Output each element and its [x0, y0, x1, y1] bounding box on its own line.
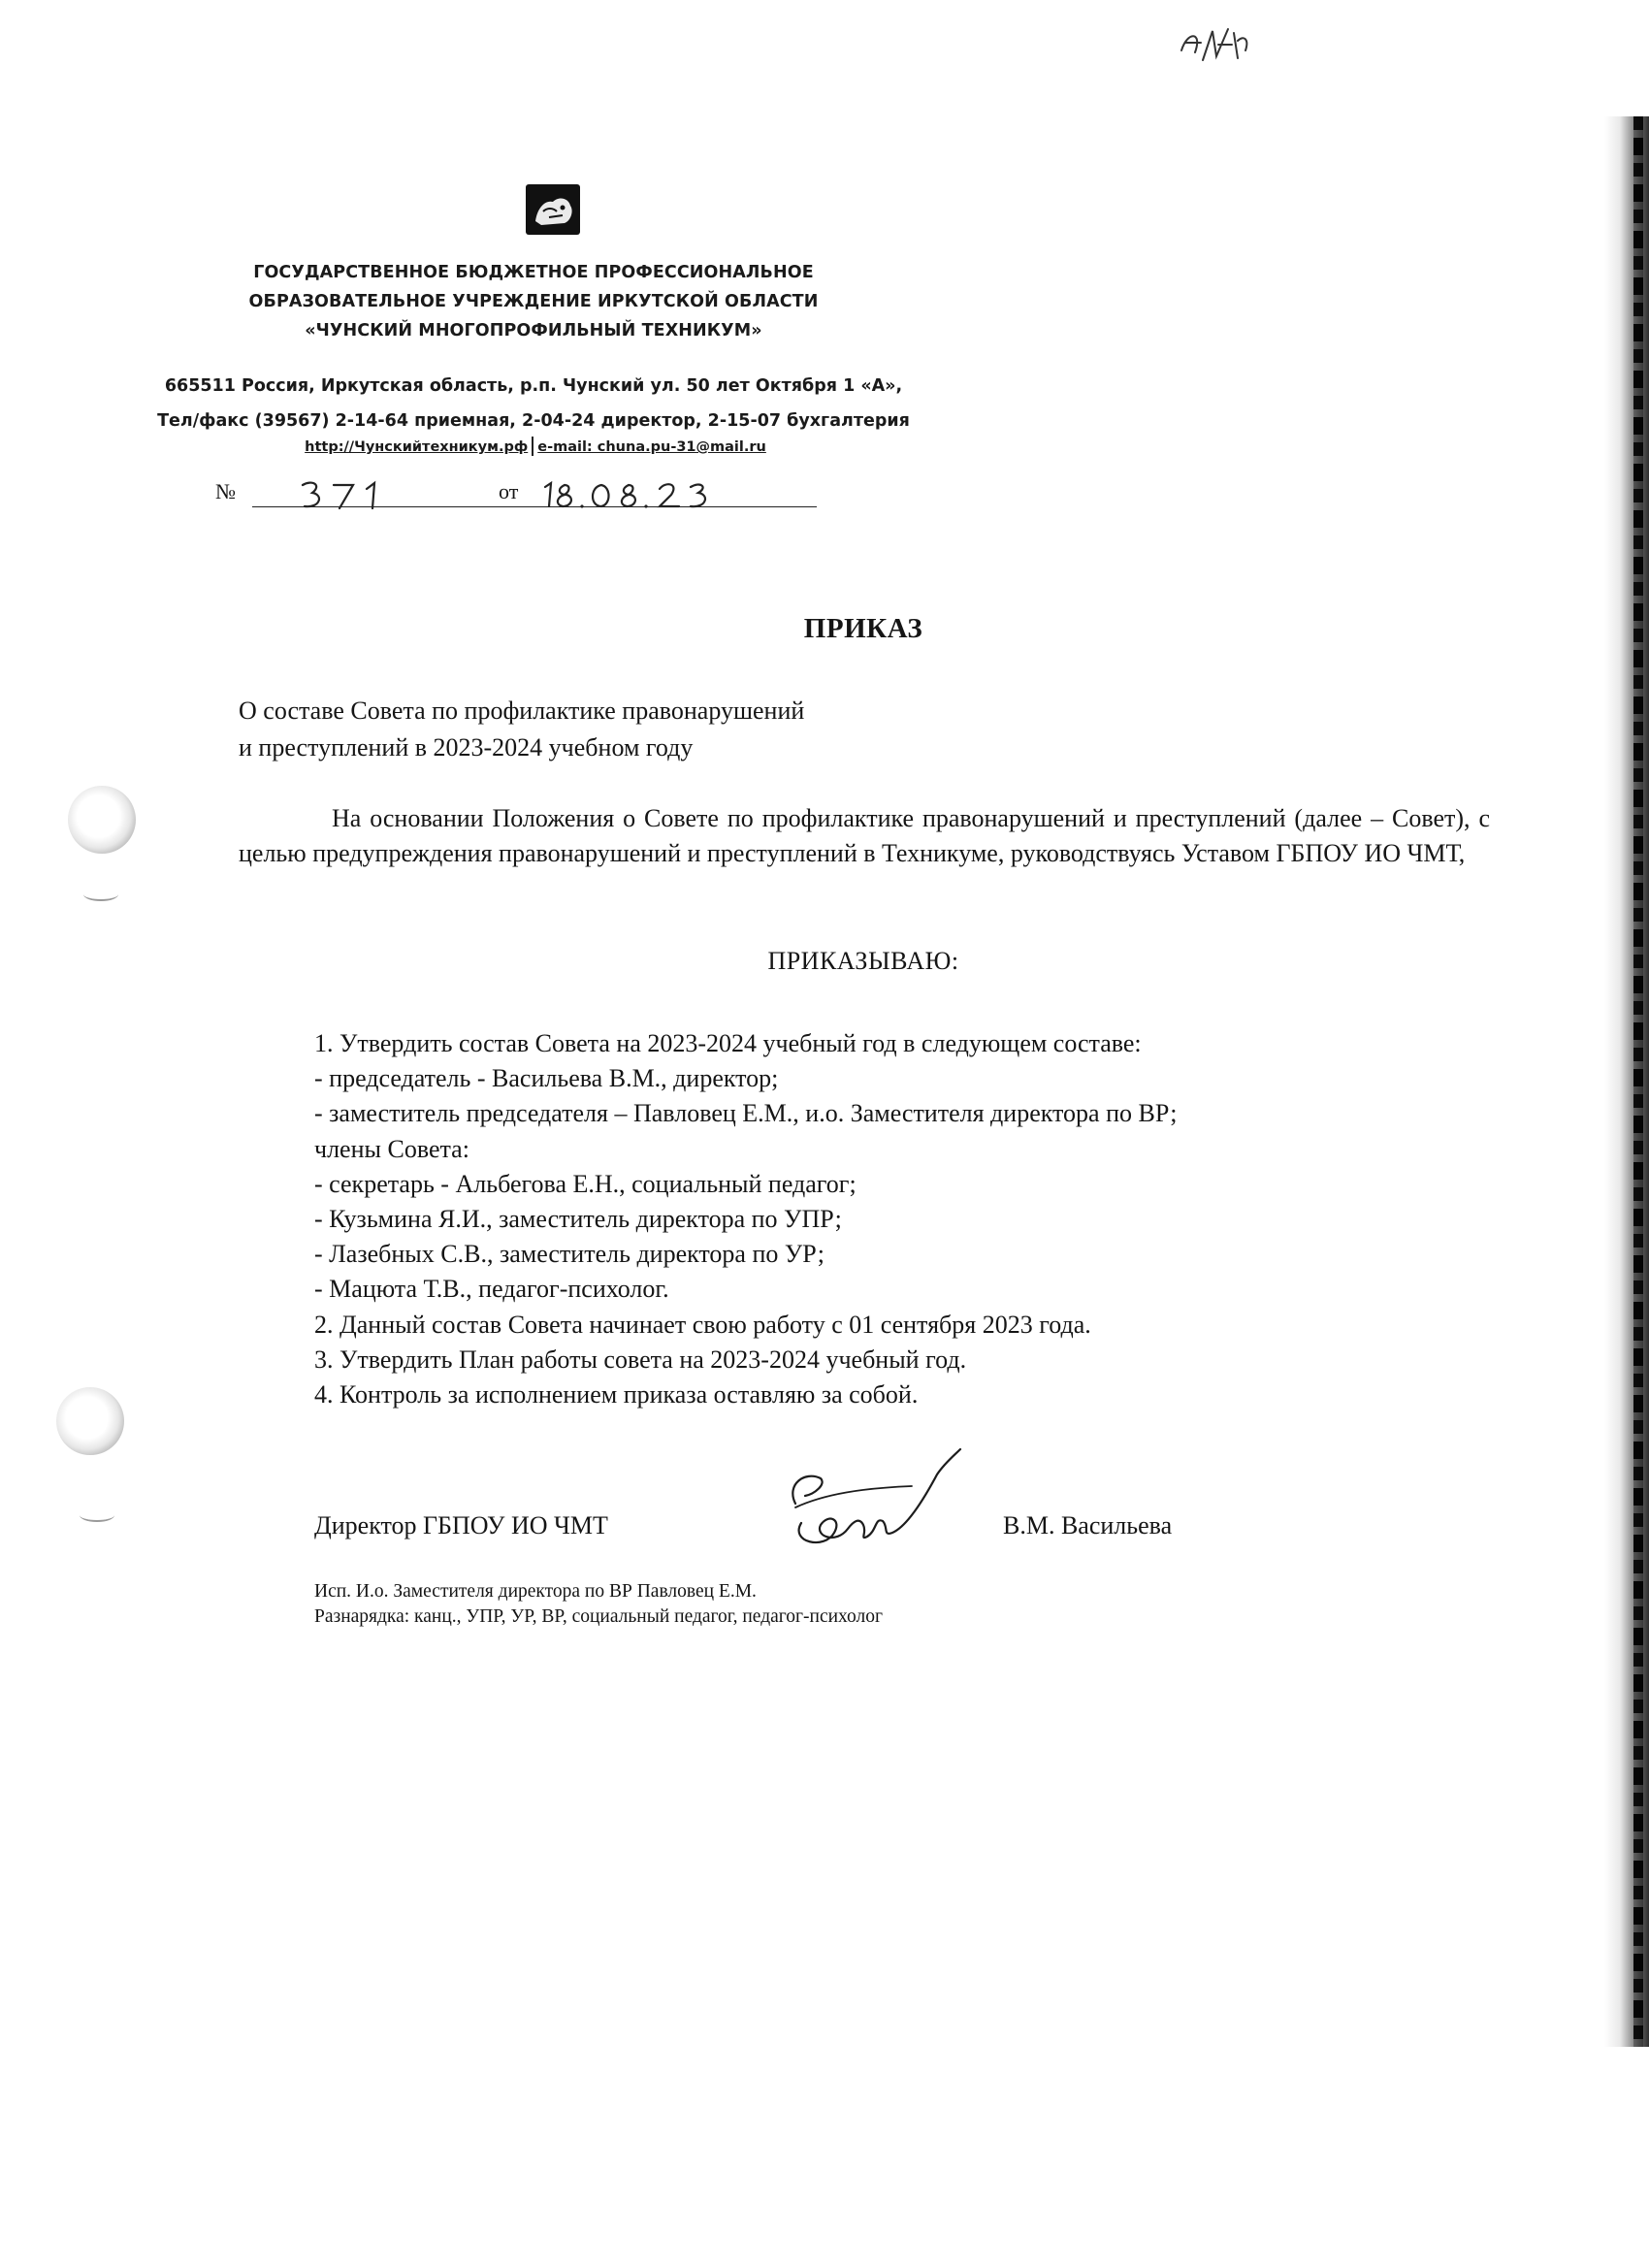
contact-line [254, 437, 817, 456]
order-item: - Лазебных С.В., заместитель директора по УР; [314, 1240, 824, 1269]
website-link[interactable]: http://Чунскийтехникум.рф [305, 439, 529, 455]
handwritten-number [289, 475, 425, 514]
order-item: - Мацюта Т.В., педагог-психолог. [314, 1275, 669, 1304]
signatory-name: В.М. Васильева [1003, 1511, 1173, 1539]
organization-name [146, 258, 922, 345]
number-label: № [215, 479, 236, 503]
executor-line: Исп. И.о. Заместителя директора по ВР Павловец Е.М. [314, 1581, 757, 1602]
registration-row [215, 475, 817, 514]
order-item: 2. Данный состав Совета начинает свою работу с 01 сентября 2023 года. [314, 1310, 1091, 1339]
document-title: ПРИКАЗ [803, 613, 923, 644]
org-line-2: ОБРАЗОВАТЕЛЬНОЕ УЧРЕЖДЕНИЕ ИРКУТСКОЙ ОБЛАСТИ [248, 292, 819, 311]
order-item: - Кузьмина Я.И., заместитель директора по УПР; [314, 1205, 842, 1234]
punch-hole-bottom [56, 1387, 124, 1455]
preamble-paragraph [239, 801, 1490, 871]
distribution-line: Разнарядка: канц., УПР, УР, ВР, социальный педагог, педагог-психолог [314, 1606, 884, 1627]
order-item: 1. Утвердить состав Совета на 2023-2024 учебный год в следующем составе: [314, 1029, 1142, 1057]
handwritten-corner-mark [1174, 21, 1251, 80]
address-line: 665511 Россия, Иркутская область, р.п. Чунский ул. 50 лет Октября 1 «А», [164, 376, 903, 396]
order-subject [239, 693, 1015, 766]
order-item: - секретарь - Альбегова Е.Н., социальный педагог; [314, 1169, 857, 1198]
emblem-coat-of-arms [524, 182, 582, 237]
order-item: - заместитель председателя – Павловец Е.М., и.о. Заместителя директора по ВР; [314, 1099, 1178, 1128]
phones-line: Тел/факс (39567) 2-14-64 приемная, 2-04-24 директор, 2-15-07 бухгалтерия [157, 411, 910, 431]
order-heading: ПРИКАЗЫВАЮ: [767, 947, 959, 975]
punch-hole-top [68, 786, 136, 854]
handwritten-signature [766, 1436, 970, 1581]
preamble-text: На основании Положения о Совете по профилактике правонарушений и преступлений (далее – Совет), с целью предупреждения правонарушений и преступлений в Техникуме, руководствуясь Уставом ГБПОУ ИО ЧМТ, [239, 804, 1490, 867]
paper-crease [80, 1508, 114, 1522]
org-line-1: ГОСУДАРСТВЕННОЕ БЮДЖЕТНОЕ ПРОФЕССИОНАЛЬНОЕ [253, 263, 814, 282]
scan-edge-shadow [1604, 116, 1649, 2047]
signatory-title: Директор ГБПОУ ИО ЧМТ [314, 1511, 608, 1539]
handwritten-date [535, 475, 739, 514]
order-item: 3. Утвердить План работы совета на 2023-2024 учебный год. [314, 1345, 967, 1374]
organization-address [136, 369, 931, 438]
contact-separator [532, 437, 534, 456]
footer-notes [314, 1579, 1187, 1630]
order-item: - председатель - Васильева В.М., директор; [314, 1064, 779, 1093]
paper-crease [83, 888, 118, 901]
date-label: от [499, 479, 519, 503]
email-link[interactable]: e-mail: chuna.pu-31@mail.ru [537, 439, 766, 455]
order-item: члены Совета: [314, 1134, 469, 1163]
subject-line-1: О составе Совета по профилактике правонарушений [239, 697, 805, 725]
org-line-3: «ЧУНСКИЙ МНОГОПРОФИЛЬНЫЙ ТЕХНИКУМ» [305, 321, 762, 340]
subject-line-2: и преступлений в 2023-2024 учебном году [239, 733, 694, 761]
order-item: 4. Контроль за исполнением приказа оставляю за собой. [314, 1380, 919, 1409]
order-items [314, 1026, 1478, 1412]
